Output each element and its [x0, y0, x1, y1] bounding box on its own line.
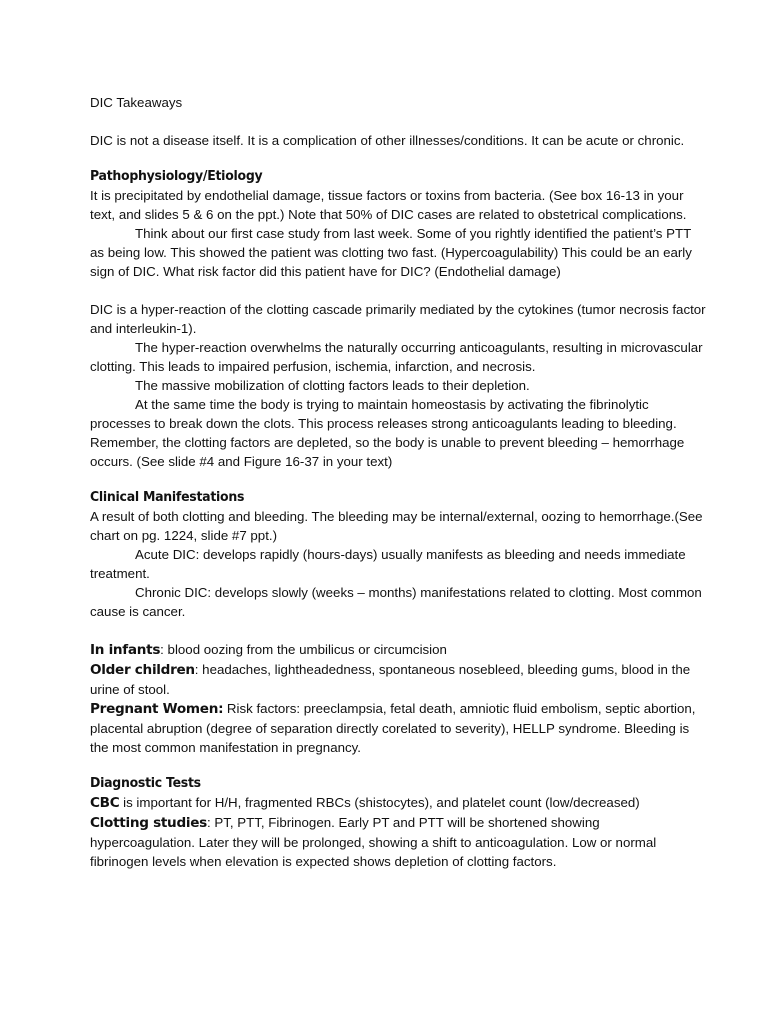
- diagnostic-section: [90, 766, 708, 871]
- infants-label: In infants: [90, 642, 161, 658]
- diagnostic-heading: Diagnostic Tests: [90, 775, 201, 791]
- cbc-text: is important for H/H, fragmented RBCs (shistocytes), and platelet count (low/decreased): [119, 795, 640, 810]
- clinical-section: [90, 480, 708, 621]
- spacer: [90, 471, 708, 480]
- spacer: [90, 757, 708, 766]
- spacer: [90, 281, 708, 300]
- patho-paragraph-2: Think about our first case study from last week. Some of you rightly identified the patient’s PTT as being low. This showed the patient was clotting two fast. (Hypercoagulability) This could be an early sign of DIC. What risk factor did this patient have for DIC? (Endothelial damage): [90, 226, 692, 279]
- pregnant-women-text: Risk factors: preeclampsia, fetal death, amniotic fluid embolism, septic abortion, placental abruption (degree of separation directly corelated to severity), HELLP syndrome. Bleeding is the most common manifestation in pregnancy.: [90, 701, 696, 755]
- spacer: [90, 112, 708, 131]
- pregnant-women-paragraph: [90, 699, 708, 757]
- clotting-studies-label: Clotting studies: [90, 815, 207, 831]
- acute-dic-paragraph: Acute DIC: develops rapidly (hours-days) usually manifests as bleeding and needs immediate treatment.: [90, 547, 686, 581]
- intro-paragraph: DIC is not a disease itself. It is a complication of other illnesses/conditions. It can be acute or chronic.: [90, 133, 685, 148]
- infants-text: : blood oozing from the umbilicus or circumcision: [160, 642, 447, 657]
- pathophysiology-section: [90, 159, 708, 471]
- older-children-text: : headaches, lightheadedness, spontaneous nosebleed, bleeding gums, blood in the urine of stool.: [90, 662, 691, 697]
- infants-paragraph: [90, 640, 708, 660]
- clinical-paragraph-1: A result of both clotting and bleeding. The bleeding may be internal/external, oozing to hemorrhage.(See chart on pg. 1224, slide #7 ppt.): [90, 509, 703, 543]
- document-title: DIC Takeaways: [90, 95, 183, 110]
- clinical-heading: Clinical Manifestations: [90, 489, 245, 505]
- chronic-dic-paragraph: Chronic DIC: develops slowly (weeks – months) manifestations related to clotting. Most common cause is cancer.: [90, 585, 702, 619]
- pregnant-women-label: Pregnant Women:: [90, 701, 224, 717]
- patho-paragraph-1: It is precipitated by endothelial damage, tissue factors or toxins from bacteria. (See box 16-13 in your text, and slides 5 & 6 on the ppt.) Note that 50% of DIC cases are related to obstetrical complications.: [90, 188, 687, 222]
- patho-paragraph-6: At the same time the body is trying to maintain homeostasis by activating the fibrinolytic processes to break down the clots. This process releases strong anticoagulants leading to bleeding. Remember, the clotting factors are depleted, so the body is unable to prevent bleeding – hemorrhage occurs. (See slide #4 and Figure 16-37 in your text): [90, 397, 685, 469]
- clotting-studies-paragraph: [90, 813, 708, 871]
- patho-paragraph-5: The massive mobilization of clotting factors leads to their depletion.: [135, 378, 530, 393]
- older-children-label: Older children: [90, 662, 195, 678]
- spacer: [90, 150, 708, 159]
- pathophysiology-heading: Pathophysiology/Etiology: [90, 168, 263, 184]
- cbc-label: CBC: [90, 795, 120, 811]
- patho-paragraph-3: DIC is a hyper-reaction of the clotting cascade primarily mediated by the cytokines (tumor necrosis factor and interleukin-1).: [90, 302, 706, 336]
- cbc-paragraph: [90, 793, 708, 813]
- patho-paragraph-4: The hyper-reaction overwhelms the naturally occurring anticoagulants, resulting in microvascular clotting. This leads to impaired perfusion, ischemia, infarction, and necrosis.: [90, 340, 703, 374]
- populations-section: [90, 640, 708, 757]
- spacer: [90, 621, 708, 640]
- older-children-paragraph: [90, 660, 708, 699]
- clotting-studies-text: : PT, PTT, Fibrinogen. Early PT and PTT will be shortened showing hypercoagulation. Later they will be prolonged, showing a shift to anticoagulation. Low or normal fibrinogen levels when elevation is expected shows depletion of clotting factors.: [90, 815, 657, 869]
